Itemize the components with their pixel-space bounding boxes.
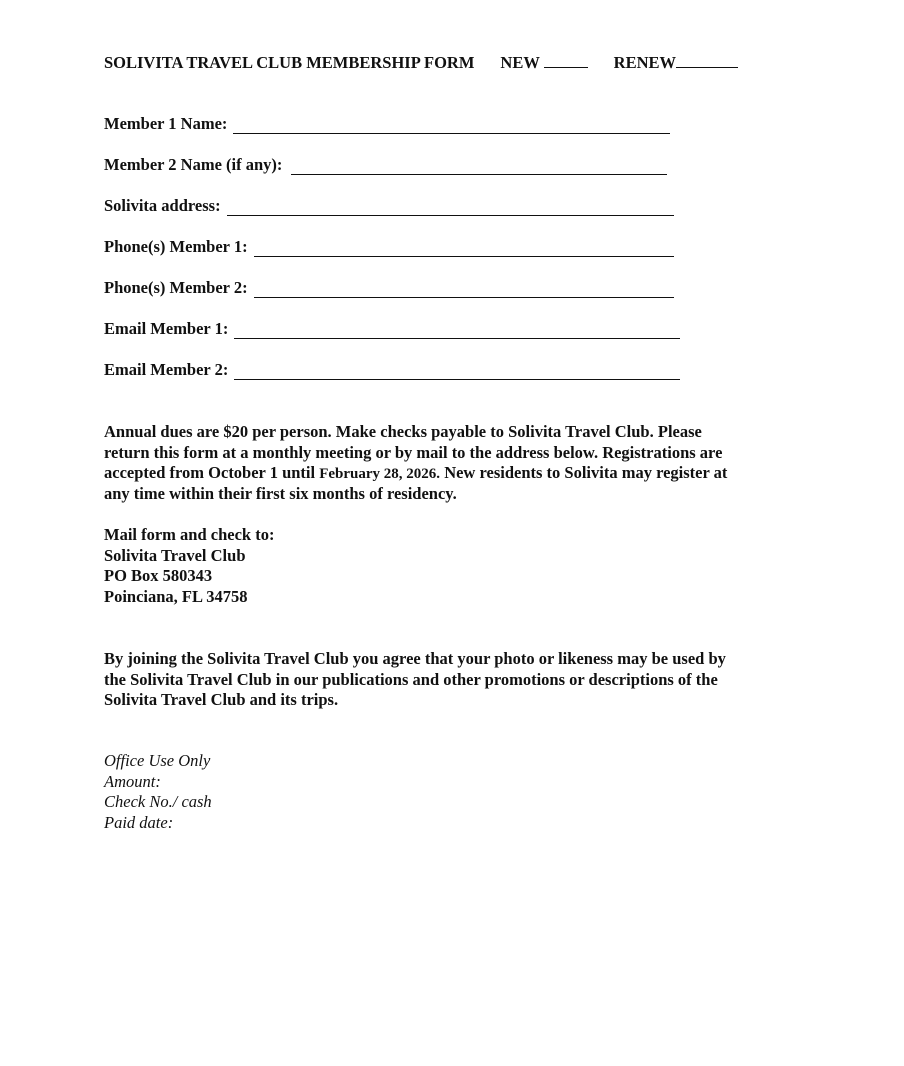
office-heading: Office Use Only bbox=[104, 751, 211, 770]
email1-input[interactable] bbox=[234, 322, 680, 339]
new-blank[interactable] bbox=[544, 52, 588, 68]
field-member1-name bbox=[104, 114, 670, 134]
office-check: Check No./ cash bbox=[104, 792, 212, 812]
mail-name: Solivita Travel Club bbox=[104, 545, 246, 565]
field-label: Phone(s) Member 1: bbox=[104, 237, 248, 256]
phone1-input[interactable] bbox=[254, 240, 674, 257]
consent-line: By joining the Solivita Travel Club you agree that your photo or likeness may be used by bbox=[104, 649, 726, 668]
member1-name-input[interactable] bbox=[233, 117, 670, 134]
mailing-address bbox=[104, 525, 274, 607]
mail-heading: Mail form and check to: bbox=[104, 525, 275, 544]
address-input[interactable] bbox=[227, 199, 674, 216]
dues-line: any time within their first six months of residency. bbox=[104, 483, 457, 503]
form-header bbox=[104, 52, 738, 73]
consent-paragraph bbox=[104, 649, 726, 711]
phone2-input[interactable] bbox=[254, 281, 674, 298]
office-use-section bbox=[104, 751, 212, 833]
dues-line: return this form at a monthly meeting or by mail to the address below. Registrations are bbox=[104, 442, 723, 462]
consent-line: the Solivita Travel Club in our publications and other promotions or descriptions of the bbox=[104, 669, 718, 689]
member2-name-input[interactable] bbox=[291, 158, 667, 175]
mail-po-box: PO Box 580343 bbox=[104, 566, 213, 586]
dues-text: New residents to Solivita may register at bbox=[440, 463, 728, 483]
field-email1 bbox=[104, 319, 680, 339]
renew-blank[interactable] bbox=[676, 52, 738, 68]
renew-label: RENEW bbox=[613, 53, 677, 72]
form-title: SOLIVITA TRAVEL CLUB MEMBERSHIP FORM bbox=[104, 53, 475, 72]
office-amount: Amount: bbox=[104, 771, 161, 791]
field-phone1 bbox=[104, 237, 674, 257]
mail-city: Poinciana, FL 34758 bbox=[104, 586, 248, 606]
field-label: Solivita address: bbox=[104, 196, 221, 215]
field-label: Email Member 2: bbox=[104, 360, 229, 379]
email2-input[interactable] bbox=[234, 363, 680, 380]
dues-line: Annual dues are $20 per person. Make checks payable to Solivita Travel Club. Please bbox=[104, 422, 702, 441]
field-label: Member 2 Name (if any): bbox=[104, 155, 283, 174]
consent-line: Solivita Travel Club and its trips. bbox=[104, 690, 339, 710]
field-label: Phone(s) Member 2: bbox=[104, 278, 248, 297]
field-member2-name bbox=[104, 155, 667, 175]
new-label: NEW bbox=[500, 53, 540, 72]
dues-line bbox=[104, 463, 727, 484]
dues-text: accepted from October 1 until bbox=[104, 463, 320, 483]
field-label: Member 1 Name: bbox=[104, 114, 228, 133]
field-address bbox=[104, 196, 674, 216]
field-label: Email Member 1: bbox=[104, 319, 229, 338]
field-email2 bbox=[104, 360, 680, 380]
field-phone2 bbox=[104, 278, 674, 298]
deadline-date: February 28, 2026. bbox=[319, 466, 441, 483]
office-paid-date: Paid date: bbox=[104, 812, 174, 832]
dues-paragraph bbox=[104, 422, 727, 504]
